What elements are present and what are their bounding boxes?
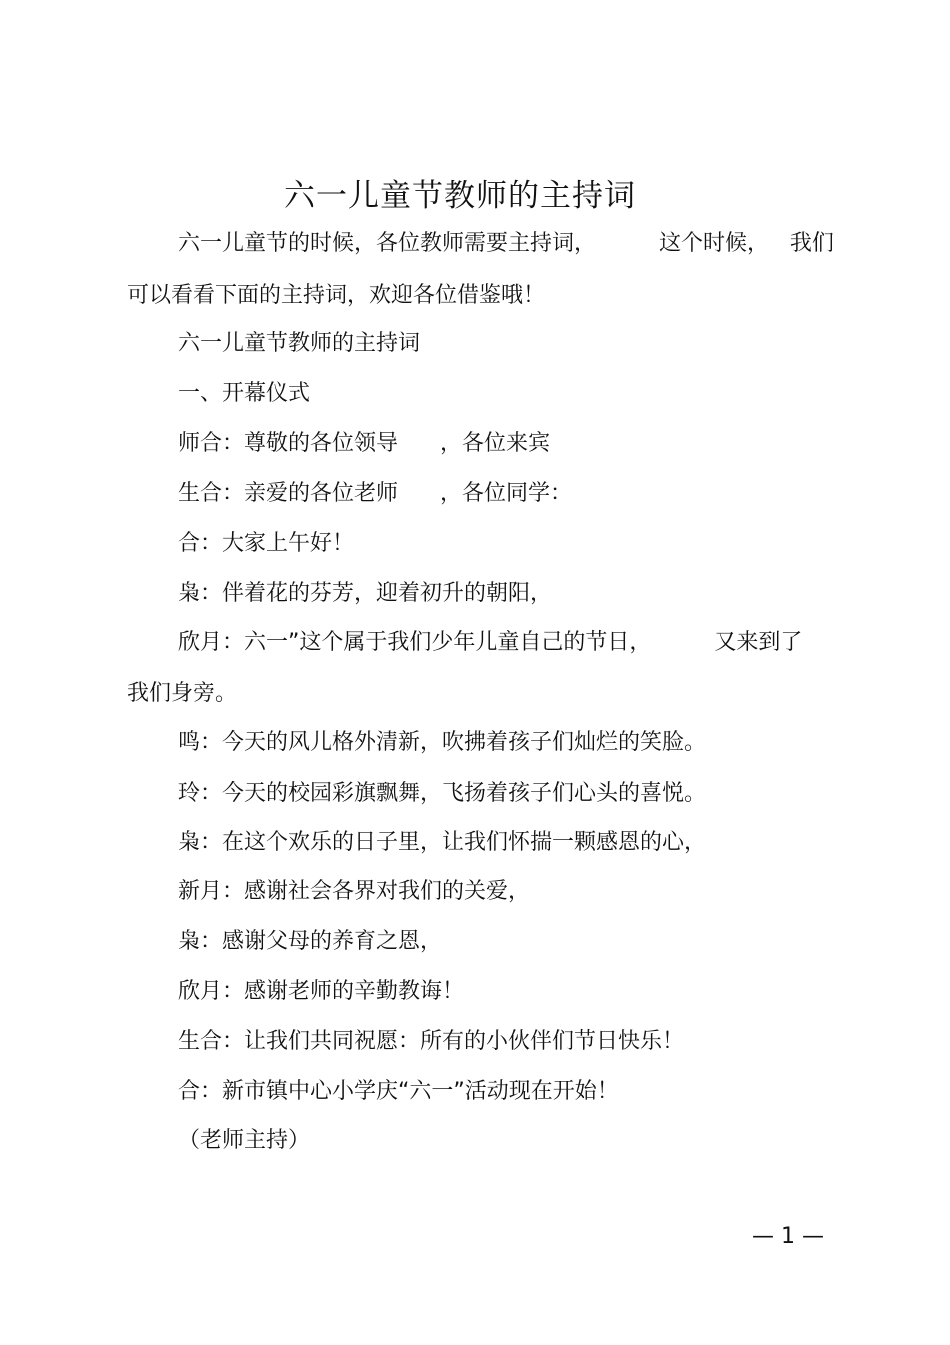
paragraph-line: （老师主持） [178, 1128, 311, 1153]
paragraph-line: 我们身旁。 [127, 681, 238, 706]
paragraph-line: 合：新市镇中心小学庆“六一”活动现在开始！ [178, 1079, 619, 1104]
paragraph-line: 师合：尊敬的各位领导 ，各位来宾 [178, 431, 550, 456]
document-title: 六一儿童节教师的主持词 [284, 178, 636, 214]
paragraph-line: 六一儿童节的时候，各位教师需要主持词， 这个时候， 我们 [178, 231, 834, 256]
paragraph-line: 枭：感谢父母的养育之恩， [178, 929, 443, 954]
section-heading: 六一儿童节教师的主持词 [178, 331, 421, 356]
paragraph-line: 生合：亲爱的各位老师 ，各位同学： [178, 481, 572, 506]
page-number: — 1 — [752, 1224, 824, 1249]
paragraph-line: 枭：在这个欢乐的日子里，让我们怀揣一颗感恩的心， [178, 830, 707, 855]
paragraph-line: 新月：感谢社会各界对我们的关爱， [178, 879, 531, 904]
paragraph-line: 枭：伴着花的芬芳，迎着初升的朝阳， [178, 581, 553, 606]
section-heading: 一、开幕仪式 [178, 381, 311, 406]
paragraph-line: 可以看看下面的主持词，欢迎各位借鉴哦！ [127, 283, 546, 308]
paragraph-line: 欣月：六一”这个属于我们少年儿童自己的节日， 又来到了 [178, 630, 803, 655]
paragraph-line: 合：大家上午好！ [178, 531, 355, 556]
paragraph-line: 欣月：感谢老师的辛勤教诲！ [178, 979, 465, 1004]
paragraph-line: 生合：让我们共同祝愿：所有的小伙伴们节日快乐！ [178, 1029, 685, 1054]
paragraph-line: 玲：今天的校园彩旗飘舞，飞扬着孩子们心头的喜悦。 [178, 781, 707, 806]
paragraph-line: 鸣：今天的风儿格外清新，吹拂着孩子们灿烂的笑脸。 [178, 730, 707, 755]
